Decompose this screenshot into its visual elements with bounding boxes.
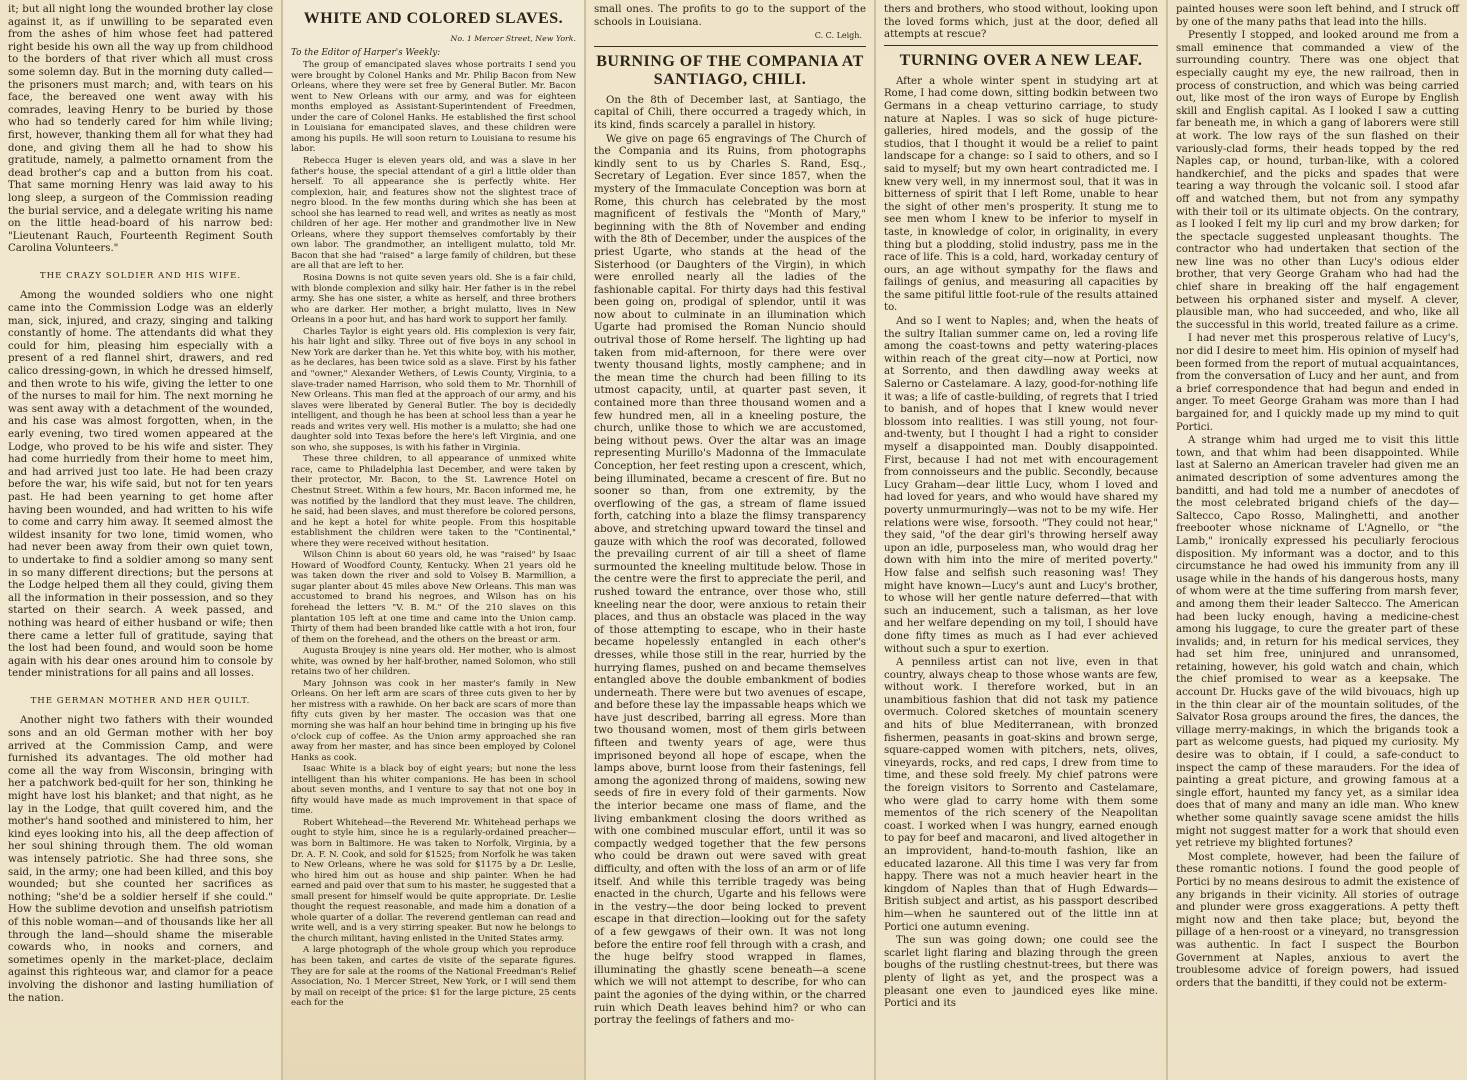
crazy-soldier-text: Among the wounded soldiers who one night came into the Commission Lodge was an elderly man, sick, injured, and crazy, singing and talking constantly of home. The attendants did what they could for him, pleasing him especially with a present of a red flannel shirt, drawers, and red calico dressing-gown, in which he dressed himself, and then wrote to his wife, giving the letter to one of the nurses to mail for him. The next morning he was sent away with a detachment of the wounded, and his case was almost forgotten, when, in the early evening, two tired women appeared at the Lodge, who proved to be his wife and sister. They had come hurriedly from their home to meet him, and had arrived just too late. He had been crazy before the war, his wife said, but not for ten years past. He had been yearning to get home after having been wounded, and had written to his wife to come and carry him away. It seemed almost the wildest insanity for two lone, timid women, who had never been away from their own quiet town, to undertake to find a soldier among so many sent in so many different directions; but the persons at the Lodge helped them all they could, giving them all the information in their possession, and so they started on their search. A week passed, and nothing was heard of either husband or wife; then there came a letter full of gratitude, saying that the lost had been found, and would soon be home again with his dear ones around him to console by tender ministrations for all pains and all losses. — [8, 290, 273, 680]
new-leaf-paragraph: A strange whim had urged me to visit this little town, and that whim had been disappointed. While last at Salerno an American traveler had given me an animated description of some adventures among the banditti, and had told me a number of anecdotes of the most celebrated brigand chiefs of the day—Saltecco, Capo Rosso, Malinghetti, and another freebooter whose nickname of L'Agnello, or "the Lamb," ironically expressed his peculiarly ferocious disposition. My informant was a doctor, and to this circumstance he had owed his immunity from any ill usage while in the hands of his dangerous hosts, many of whom were at the time suffering from marsh fever, and among them their leader Saltecco. The American had been lucky enough, having a medicine-chest among his luggage, to cure the greater part of these invalids; and, in return for his medical services, they had set him free, uninjured and unransomed, retaining, however, his gold watch and chain, which the chief promised to wear as a keepsake. The account Dr. Hucks gave of the wild bivouacs, high up in the thin clear air of the mountain solitudes, of the Salvator Rosa groups around the fires, the dances, the village merry-makings, in which the brigands took a part as welcome guests, had piqued my curiosity. My desire was to obtain, if I could, a safe-conduct to inspect the camp of these marauders. For the idea of painting a great picture, and growing famous at a single effort, haunted my fancy yet, as a similar idea does that of many and many an idle man. Who knew whether some quaintly savage scene amidst the hills might not suggest matter for a work that should even yet retrieve my blighted fortunes? — [1176, 435, 1459, 850]
section-divider — [594, 46, 866, 47]
column-4 — [876, 0, 1168, 1080]
new-leaf-paragraph: I had never met this prosperous relative of Lucy's, nor did I desire to meet him. His opinion of myself had been formed from the report of mutual acquaintances, from the conversation of Lucy and her aunt, and from a brief correspondence that had begun and ended in anger. To meet George Graham was more than I had bargained for, and I quickly made up my mind to quit Portici. — [1176, 333, 1459, 433]
letter-closing-text: small ones. The profits to go to the support of the schools in Louisiana. — [594, 4, 866, 28]
slaves-paragraph: Rosina Downs is not quite seven years old. She is a fair child, with blonde complexion and silky hair. Her father is in the rebel army. She has one sister, a white as herself, and three brothers who are darker. Her mother, a bright mulatto, lives in New Orleans in a poor hut, and has hard work to support her family. — [291, 273, 576, 326]
section-divider — [884, 45, 1158, 46]
letter-signature: C. C. Leigh. — [814, 31, 862, 41]
slaves-paragraph: Wilson Chinn is about 60 years old, he was "raised" by Isaac Howard of Woodford County, Kentucky. When 21 years old he was taken down the river and sold to Volsey B. Marmillion, a sugar planter about 45 miles above New Orleans. This man was accustomed to brand his negroes, and Wilson has on his forehead the letters "V. B. M." Of the 210 slaves on this plantation 105 left at one time and came into the Union camp. Thirty of them had been branded like cattle with a hot iron, four of them on the forehead, and the others on the breast or arm. — [291, 550, 576, 645]
article-title-new-leaf: TURNING OVER A NEW LEAF. — [899, 51, 1143, 69]
article-title-white-colored-slaves: WHITE AND COLORED SLAVES. — [303, 10, 564, 27]
slaves-paragraph: A large photograph of the whole group which you reproduce has been taken, and cartes de visite of the separate figures. They are for sale at the rooms of the National Freedman's Relief Association, No. 1 Mercer Street, New York, or I will send them by mail on receipt of the price: $1 for the large picture, 25 cents each for the — [291, 945, 576, 1009]
slaves-paragraph: Mary Johnson was cook in her master's family in New Orleans. On her left arm are scars of three cuts given to her by her mistress with a rawhide. On her back are scars of more than fifty cuts given by her master. The occasion was that one morning she was half an hour behind time in bringing up his five o'clock cup of coffee. As the Union army approached she ran away from her master, and has since been employed by Colonel Hanks as cook. — [291, 678, 576, 763]
column-4-continued-text: thers and brothers, who stood without, looking upon the loved forms which, just at the door, defied all attempts at rescue? — [884, 4, 1158, 41]
article-title-burning-compania: BURNING OF THE COMPANIA AT SANTIAGO, CHILI. — [596, 52, 864, 88]
slaves-paragraph: Augusta Broujey is nine years old. Her mother, who is almost white, was owned by her half-brother, named Solomon, who still retains two of her children. — [291, 646, 576, 678]
slaves-paragraph: Robert Whitehead—the Reverend Mr. Whitehead perhaps we ought to style him, since he is a regularly-ordained preacher—was born in Baltimore. He was taken to Norfolk, Virginia, by a Dr. A. F. N. Cook, and sold for $1525; from Norfolk he was taken to New Orleans, where he was sold for $1175 by a Dr. Leslie, who hired him out as house and ship painter. When he had earned and paid over that sum to his master, he suggested that a small present for himself would be quite appropriate. Dr. Leslie thought the request reasonable, and made him a donation of a whole quarter of a dollar. The reverend gentleman can read and write well, and is a very stirring speaker. But now he belongs to the church militant, having enlisted in the United States army. — [291, 817, 576, 944]
subheading-german-mother: THE GERMAN MOTHER AND HER QUILT. — [30, 695, 251, 706]
slaves-paragraph: Rebecca Huger is eleven years old, and was a slave in her father's house, the special attendant of a girl a little older than herself. To all appearance she is perfectly white. Her complexion, hair, and features show not the slightest trace of negro blood. In the few months during which she has been at school she has learned to read well, and writes as neatly as most children of her age. Her mother and grandmother live in New Orleans, where they support themselves comfortably by their own labor. The grandmother, an intelligent mulatto, told Mr. Bacon that she had "raised" a large family of children, but these are all that are left to her. — [291, 156, 576, 272]
compania-paragraph: We give on page 65 engravings of The Church of the Compania and its Ruins, from photographs kindly sent to us by Charles S. Rand, Esq., Secretary of Legation. Ever since 1857, when the mystery of the Immaculate Conception was born at Rome, this church has celebrated by the most magnificent of festivals the "Month of Mary," beginning with the 8th of November and ending with the 8th of December, under the auspices of the priest Ugarte, who stands at the head of the Sisterhood (or Daughters of the Virgin), in which were enrolled nearly all the ladies of the fashionable capital. For thirty days had this festival been going on, prodigal of splendor, until it was now about to culminate in an illumination which Ugarte had promised the Roman Nuncio should outrival those of Rome herself. The lighting up had taken from mid-afternoon, for there were over twenty thousand lights, mostly camphene; and in the mean time the church had been filling to its utmost capacity, until, at quarter past seven, it contained more than three thousand women and a few hundred men, all in a kneeling posture, the church, unlike those to which we are accustomed, being without pews. Over the altar was an image representing Murillo's Madonna of the Immaculate Conception, her feet resting upon a crescent, which, being illuminated, became a crescent of fire. But no sooner so than, from one extremity, by the overflowing of the gas, a stream of flame issued forth, catching into a blaze the flimsy transparency above, and stretching upward toward the tinsel and gauze with which the roof was decorated, followed the prevailing current of air till a sheet of flame surmounted the kneeling multitude below. Those in the centre were the first to appreciate the peril, and rushed toward the entrance, over those who, still kneeling near the door, were anxious to retain their places, and thus an obstacle was placed in the way of those attempting to escape, who in their haste became hopelessly entangled in each other's dresses, while those still in the rear, hurried by the hurrying flames, pushed on and became themselves entangled above the double embankment of bodies underneath. There were but two avenues of escape, and before these lay the impassable heaps which we have just described, barring all egress. More than two thousand women, most of them girls between fifteen and twenty years of age, were thus imprisoned beyond all hope of escape, when the lamps above, burnt loose from their fastenings, fell among the agonized throng of maidens, sowing new seeds of fire in every fold of their garments. Now the interior became one mass of flame, and the living embankment closing the doors writhed as with one combined muscular effort, until it was so compactly wedged together that the few persons who could be drawn out were saved with great difficulty, and often with the loss of an arm or of life itself. And while this terrible tragedy was being enacted in the church, Ugarte and his fellows were in the vestry—the door being locked to prevent escape in that direction—looking out for the safety of a few gewgaws of their own. It was not long before the entire roof fell through with a crash, and the huge belfry stood wrapped in flames, illuminating the ghastly scene beneath—a scene which we will not attempt to describe, for who can paint the agonies of the dying within, or the charred ruin which Death leaves behind him? or who can portray the feelings of fathers and mo- — [594, 133, 866, 1027]
column-2 — [283, 0, 586, 1080]
german-mother-text: Another night two fathers with their wounded sons and an old German mother with her boy arrived at the Commission Camp, and were furnished its advantages. The old mother had come all the way from Wisconsin, bringing with her a patchwork bed-quilt for her son, thinking he might have lost his blanket; and that night, as he lay in the Lodge, that quilt covered him, and the mother's hand soothed and ministered to him, her kind eyes looking into his, all the deep affection of her soul shining through them. The old woman was intensely patriotic. She had three sons, she said, in the army; one had been killed, and this boy wounded; but she counted her sacrifices as nothing; "she'd be a soldier herself if she could." How the sublime devotion and unselfish patriotism of this noble woman—and of thousands like her all through the land—should shame the miserable cowards who, in nooks and corners, and sometimes openly in the market-place, declaim against this righteous war, and clamor for a peace involving the dishonor and lasting humiliation of the nation. — [8, 715, 273, 1004]
column-3 — [586, 0, 876, 1080]
slaves-paragraph: Charles Taylor is eight years old. His complexion is very fair, his hair light and silky. Three out of five boys in any school in New York are darker than he. Yet this white boy, with his mother, as he declares, has been twice sold as a slave. First by his father and "owner," Alexander Wethers, of Lewis County, Virginia, to a slave-trader named Harrison, who sold them to Mr. Thornhill of New Orleans. This man fled at the approach of our army, and his slaves were liberated by General Butler. The boy is decidedly intelligent, and though he has been at school less than a year he reads and writes very well. His mother is a mulatto; she had one daughter sold into Texas before the here's left Virginia, and one son who, she supposes, is with his father in Virginia. — [291, 326, 576, 453]
column-1 — [0, 0, 283, 1080]
column-5-continued-text: painted houses were soon left behind, and I struck off by one of the many paths that lead into the hills. — [1176, 4, 1459, 28]
new-leaf-paragraph: Presently I stopped, and looked around me from a small eminence that commanded a view of the surrounding country. There was one object that especially caught my eye, the new railroad, then in process of construction, and which was being carried out, like most of the iron ways of Europe by English skill and English capital. As I looked I saw a cutting far beneath me, in which a gang of laborers were still at work. The low rays of the sun flashed on their variously-clad forms, their heads topped by the red Naples cap, or hound, turban-like, with a colored handkerchief, and the picks and spades that were tearing a way through the volcanic soil. I stood afar off and watched them, but not from any sympathy with their toil or its ultimate objects. On the contrary, as I looked I felt my lip curl and my brow darken; for the spectacle suggested unpleasant thoughts. The contractor who had undertaken that section of the new line was no other than Lucy's odious elder brother, that very George Graham who had had the chief share in breaking off the half engagement between his orphaned sister and myself. A clever, plausible man, who had succeeded, and who, like all the successful in this world, treated failure as a crime. — [1176, 30, 1459, 331]
slaves-paragraph: These three children, to all appearance of unmixed white race, came to Philadelphia last December, and were taken by their protector, Mr. Bacon, to the St. Lawrence Hotel on Chestnut Street. Within a few hours, Mr. Bacon informed me, he was notified by the landlord that they must leave. The children, he said, had been slaves, and must therefore be colored persons, and he kept a hotel for white people. From this hospitable establishment the children were taken to the "Continental," where they were received without hesitation. — [291, 454, 576, 549]
new-leaf-paragraph: Most complete, however, had been the failure of these romantic notions. I found the good people of Portici by no means desirous to admit the existence of any brigands in their vicinity. All stories of outrage and plunder were gross exaggerations. A petty theft might now and then take place; but, beyond the pillage of a hen-roost or a vineyard, no transgression was authentic. In fact I suspect the Bourbon Government at Naples, anxious to avert the troublesome advice of foreign powers, had issued orders that the banditti, if they could not be exterm- — [1176, 851, 1459, 989]
letter-salutation: To the Editor of Harper's Weekly: — [291, 47, 441, 58]
new-leaf-paragraph: And so I went to Naples; and, when the heats of the sultry Italian summer came on, led a roving life among the coast-towns and petty watering-places within reach of the great city—now at Portici, now at Sorrento, and then dawdling away weeks at Salerno or Castelamare. A lazy, good-for-nothing life it was; a life of castle-building, of regrets that I tried to banish, and of hopes that I knew would never blossom into realities. I was still young, not four-and-twenty, but I thought I had a right to consider myself a disappointed man. Doubly disappointed. First, because I had not met with encouragement from connoisseurs and the public. Secondly, because Lucy Graham—dear little Lucy, whom I loved and had loved for years, and who would have shared my poverty unmurmuringly—was not to be my wife. Her relations were wise, forsooth. "They could not hear," they said, "of the dear girl's throwing herself away upon an idle, purposeless man, who would drag her down with him into the mire of merited poverty." How false and selfish such reasoning was! They might have known—Lucy's aunt and Lucy's brother, to whose will her gentle nature deferred—that with such an inducement, such a talisman, as her love and her welfare depending on my toil, I should have done fifty times as much as I had ever achieved without such a spur to exertion. — [884, 316, 1158, 655]
slaves-paragraph: Isaac White is a black boy of eight years; but none the less intelligent than his whiter companions. He has been in school about seven months, and I venture to say that not one boy in fifty would have made as much improvement in that space of time. — [291, 764, 576, 817]
new-leaf-paragraph: The sun was going down; one could see the scarlet light flaring and blazing through the green boughs of the rustling chestnut-trees, but there was plenty of light as yet, and the prospect was a pleasant one even to jaundiced eyes like mine. Portici and its — [884, 935, 1158, 1010]
slaves-paragraph: The group of emancipated slaves whose portraits I send you were brought by Colonel Hanks and Mr. Philip Bacon from New Orleans, where they were set free by General Butler. Mr. Bacon went to New Orleans with our army, and was for eighteen months employed as Assistant-Superintendent of Freedmen, under the care of Colonel Hanks. He established the first school in Louisiana for emancipated slaves, and these children were among his pupils. He will soon return to Louisiana to resume his labor. — [291, 60, 576, 155]
letter-address: No. 1 Mercer Street, New York. — [450, 34, 576, 43]
subheading-crazy-soldier: THE CRAZY SOLDIER AND HIS WIFE. — [39, 270, 242, 281]
column-5 — [1168, 0, 1467, 1080]
new-leaf-paragraph: A penniless artist can not live, even in that country, always cheap to those whose wants are few, without work. I therefore worked, but in an unambitious fashion that did not task my patience overmuch. Colored sketches of mountain scenery and hits of blue Mediterranean, with bronzed fishermen, peasants in goat-skins and brown serge, square-capped women with pitchers, nets, olives, vineyards, rocks, and red caps, I drew from time to time, and these sold freely. My chief patrons were the foreign visitors to Sorrento and Castelamare, who were glad to carry home with them some mementos of the rich scenery of the Neapolitan coast. I worked when I was hungry, earned enough to pay for beef and macaroni, and lived altogether in an improvident, hand-to-mouth fashion, like an educated lazarone. All this time I was very far from happy. There was not a much heavier heart in the kingdom of Naples than that of Hugh Edwards—British subject and artist, as his passport described him—when he sauntered out of the little inn at Portici one autumn evening. — [884, 657, 1158, 933]
compania-paragraph: On the 8th of December last, at Santiago, the capital of Chili, there occurred a tragedy which, in its kind, finds scarcely a parallel in history. — [594, 94, 866, 131]
new-leaf-paragraph: After a whole winter spent in studying art at Rome, I had come down, sitting bodkin between two Germans in a cheap vetturino carriage, to study nature at Naples. I was so sick of huge picture-galleries, hired models, and the gossip of the studios, that I thought it would be a relief to paint landscape for a change: so I said to others, and so I said to myself; but my own heart contradicted me. I knew very well, in my innermost soul, that it was in bitterness of spirit that I left Rome, unable to hear the sight of other men's prosperity. It stung me to see men whom I knew to be inferior to myself in taste, in knowledge of color, in originality, in every thing but a plodding, stolid industry, pass me in the race of life. This is a cold, hard, workaday century of ours, an age without sympathy for the flaws and failings of genius, and measuring all capacities by the same pitiful little foot-rule of the results attained to. — [884, 75, 1158, 314]
column-1-continued-text: it; but all night long the wounded brother lay close against it, as if unwilling to be separated even from the ashes of him whose feet had pattered right beside his own all the way up from childhood to the borders of that river which all must cross some solemn day. But in the morning duty called—the prisoners must march; and, with tears on his face, the bereaved one went away with his comrades, leaving Henry to be buried by those who had so tenderly cared for him while living; first, however, thanking them all for what they had done, and giving them all he had to show his gratitude, namely, a palmetto ornament from the dead brother's cap and a button from his coat. That same morning Henry was laid away to his long sleep, a surgeon of the Commission reading the burial service, and a delegate writing his name on the little head-board of his narrow bed: "Lieutenant Rauch, Fourteenth Regiment South Carolina Volunteers." — [8, 4, 273, 255]
